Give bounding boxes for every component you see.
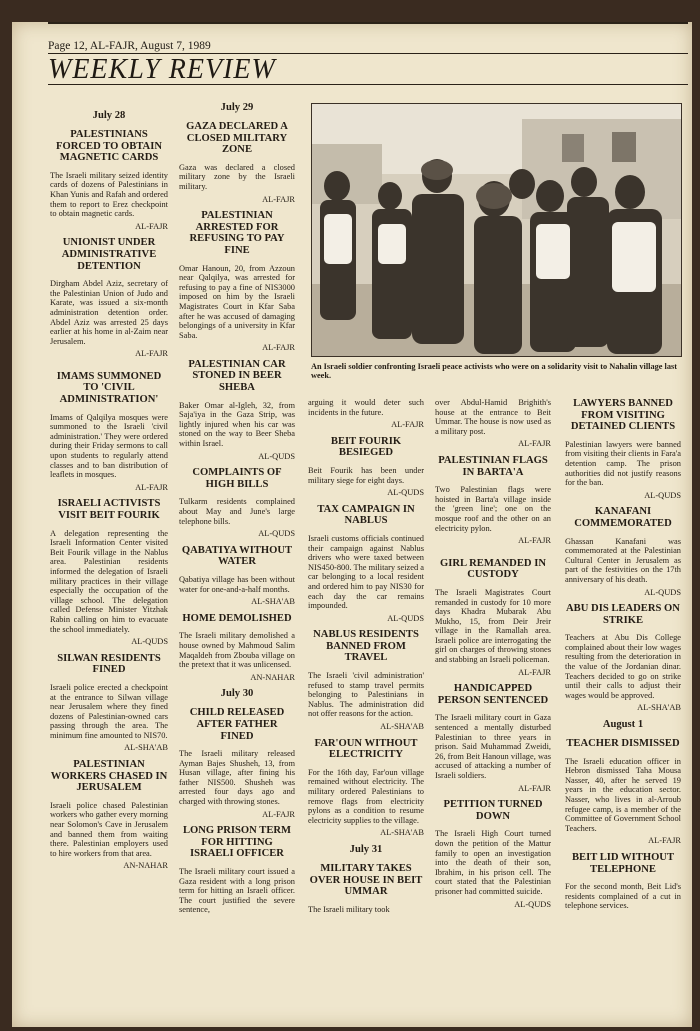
masthead: WEEKLY REVIEW bbox=[48, 54, 276, 85]
article-body: Beit Fourik has been under military siege for eight days. bbox=[308, 465, 424, 485]
column-1 bbox=[50, 110, 168, 877]
top-rule bbox=[48, 22, 688, 24]
article-headline: PALESTINIAN CAR STONED IN BEER SHEBA bbox=[188, 358, 286, 394]
article-headline: GIRL REMANDED IN CUSTODY bbox=[440, 557, 546, 581]
article-headline: UNIONIST UNDER ADMINISTRATIVE DETENTION bbox=[61, 237, 157, 272]
article-body: Qabatiya village has been without water for one-and-a-half months. bbox=[179, 574, 295, 594]
source-credit: AL-QUDS bbox=[514, 899, 551, 909]
article-body: Teachers at Abu Dis College complained about their low wages resulting from the deterioration in the value of the Jordanian dinar. Teachers decided to go on strike until their calls to adjust their wages would be approved. bbox=[565, 633, 681, 700]
source-credit: AN-NAHAR bbox=[123, 861, 168, 871]
article-headline: COMPLAINTS OF HIGH BILLS bbox=[192, 467, 282, 490]
article-headline: MILITARY TAKES OVER HOUSE IN BEIT UMMAR bbox=[309, 862, 423, 898]
source-credit: AL-FAJR bbox=[262, 343, 295, 353]
article-body: Israeli police chased Palestinian workers who gather every morning near Solomon's Cave in Jerusalem and banned them from waiting there. Palestinian employers used to hire workers from that area. bbox=[50, 800, 168, 858]
source-credit: AL-FAJR bbox=[135, 349, 168, 359]
newspaper-page bbox=[12, 22, 692, 1027]
source-credit: AL-FAJR bbox=[391, 420, 424, 430]
source-credit: AL-FAJR bbox=[135, 482, 168, 492]
source-credit: AL-SHA'AB bbox=[380, 722, 424, 732]
source-credit: AL-SHA'AB bbox=[124, 743, 168, 753]
photo-caption: An Israeli soldier confronting Israeli peace activists who were on a solidarity visit to Nahalin village last week. bbox=[311, 362, 677, 381]
source-credit: AL-QUDS bbox=[644, 587, 681, 597]
article-body: For the second month, Beit Lid's residents complained of a cut in telephone services. bbox=[565, 882, 681, 911]
article-headline: ISRAELI ACTIVISTS VISIT BEIT FOURIK bbox=[57, 498, 161, 521]
news-photo bbox=[311, 103, 682, 357]
column-3 bbox=[308, 398, 424, 917]
date-heading: July 29 bbox=[220, 102, 254, 113]
source-credit: AL-QUDS bbox=[387, 488, 424, 498]
article-body: The Israeli military took bbox=[308, 904, 390, 914]
article-body: The Israeli military court issued a Gaza resident with a long prison term for hitting an Israeli officer. The court justified the severe sentence, bbox=[179, 867, 295, 915]
source-credit: AL-QUDS bbox=[644, 490, 681, 500]
article-body: The Israeli 'civil administration' refused to stamp travel permits belonging to Palestinians in Nablus. The administration did not offer reasons for the action. bbox=[308, 671, 424, 719]
article-headline: LONG PRISON TERM FOR HITTING ISRAELI OFFICER bbox=[182, 825, 292, 860]
source-credit: AL-FAJR bbox=[648, 836, 681, 846]
article-headline: SILWAN RESIDENTS FINED bbox=[57, 652, 161, 676]
article-body: Tulkarm residents complained about May and June's large telephone bills. bbox=[179, 497, 295, 526]
article-body: Israeli police erected a checkpoint at the entrance to Silwan village near Jerusalem where they fined dozens of Palestinian-owned cars passing through the area. The minimum fine amounted to NIS70. bbox=[50, 682, 168, 740]
article-body: The Israeli education officer in Hebron dismissed Taha Mousa Nasser, 40, after he served 19 years in the education sector. Nasser, who lives in al-Arroub refugee camp, is a member of the Committee of Government School Teachers. bbox=[565, 756, 681, 833]
article-headline: PALESTINIAN ARRESTED FOR REFUSING TO PAY FINE bbox=[189, 210, 285, 256]
date-heading: July 31 bbox=[349, 843, 383, 855]
source-credit: AL-SHA'AB bbox=[251, 597, 295, 607]
article-headline: HANDICAPPED PERSON SENTENCED bbox=[437, 683, 549, 706]
article-headline: BEIT LID WITHOUT TELEPHONE bbox=[571, 851, 675, 875]
article-headline: PALESTINIAN FLAGS IN BARTA'A bbox=[438, 454, 548, 478]
article-headline: IMAMS SUMMONED TO 'CIVIL ADMINISTRATION' bbox=[56, 370, 162, 406]
source-credit: AL-FAJR bbox=[262, 809, 295, 819]
article-headline: TEACHER DISMISSED bbox=[566, 738, 680, 750]
source-credit: AL-FAJR bbox=[262, 194, 295, 204]
article-body: The Israeli High Court turned down the petition of the Mattur family to open an investigation into the death of their son, Ibrahim, in his prison cell. The court stated that the Palestinian prisoner had committed suicide. bbox=[435, 829, 551, 896]
article-headline: PALESTINIANS FORCED TO OBTAIN MAGNETIC CARDS bbox=[56, 129, 162, 164]
article-body: Omar Hanoun, 20, from Azzoun near Qalqilya, was arrested for refusing to pay a fine of NIS3000 imposed on him by the Israeli Magistrates Court in Kfar Saba after he was accused of damaging belongings of a university in Kfar Saba. bbox=[179, 263, 295, 340]
article-body: over Abdul-Hamid Brighith's house at the entrance to Beit Ummar. The house is now used as a military post. bbox=[435, 398, 551, 436]
article-body: For the 16th day, Far'oun village remained without electricity. The military ordered Palestinians to remove flags from electricity pylons as a condition to resume electricity supplies to the village. bbox=[308, 767, 424, 825]
source-credit: AL-FAJR bbox=[518, 783, 551, 793]
source-credit: AL-SHA'AB bbox=[380, 828, 424, 838]
date-heading: July 30 bbox=[220, 688, 254, 700]
source-credit: AL-FAJR bbox=[518, 439, 551, 449]
source-credit: AL-QUDS bbox=[131, 637, 168, 647]
article-headline: LAWYERS BANNED FROM VISITING DETAINED CLIENTS bbox=[570, 398, 676, 433]
article-body: A delegation representing the Israeli Information Center visited Beit Fourik village in the Nablus area. Palestinian residents informed the delegation of Israeli military practices in their village especially the occupation of the village school. The delegation called Defense Minister Yitzhak Rabin calling on him to evacuate the school immediately. bbox=[50, 528, 168, 634]
source-credit: AL-QUDS bbox=[258, 529, 295, 539]
article-headline: PALESTINIAN WORKERS CHASED IN JERUSALEM bbox=[50, 759, 168, 794]
source-credit: AL-QUDS bbox=[258, 451, 295, 461]
article-headline: GAZA DECLARED A CLOSED MILITARY ZONE bbox=[186, 121, 288, 156]
article-body: Ghassan Kanafani was commemorated at the Palestinian Cultural Center in Jerusalem as part of the festivities on the 17th anniversary of his death. bbox=[565, 536, 681, 584]
column-2 bbox=[179, 102, 295, 918]
article-body: The Israeli military seized identity cards of dozens of Palestinians in Khan Yunis and Rafah and ordered them to report to Erez checkpoint to obtain magnetic cards. bbox=[50, 170, 168, 219]
article-body: Israeli customs officials continued their campaign against Nablus drivers who were taxed between NIS450-800. The military seized a car belonging to a local resident and ordered him to pay NIS30 for each day the car remains impounded. bbox=[308, 533, 424, 611]
article-body: The Israeli military demolished a house owned by Mahmoud Salim Maqaldeh from Zbouba village on the pretext that it was unlicensed. bbox=[179, 631, 295, 670]
masthead-rule bbox=[48, 84, 688, 85]
article-body: Palestinian lawyers were banned from visiting their clients in Fara'a detention camp. The prison authorities did not justify reasons for the ban. bbox=[565, 439, 681, 488]
column-5 bbox=[565, 398, 681, 914]
article-headline: QABATIYA WITHOUT WATER bbox=[181, 544, 293, 568]
article-headline: KANAFANI COMMEMORATED bbox=[574, 506, 672, 529]
article-body: Dirgham Abdel Aziz, secretary of the Palestinian Union of Judo and Karate, was issued a six-month administration detention order. Abdel Aziz was arrested 25 days earlier at his home in al-Zaim near Jerusalem. bbox=[50, 279, 168, 346]
article-headline: NABLUS RESIDENTS BANNED FROM TRAVEL bbox=[313, 629, 419, 664]
source-credit: AL-FAJR bbox=[135, 221, 168, 231]
article-body: The Israeli military released Ayman Bajes Shusheh, 13, from Husan village, after fining his father NIS500. Shusheh was arrested four days ago and charged with throwing stones. bbox=[179, 749, 295, 807]
article-body: Imams of Qalqilya mosques were summoned to the Israeli 'civil administration.' They were ordered during their Friday sermons to call upon students to regularly attend classes and to ban distribution of leaflets in mosques. bbox=[50, 412, 168, 480]
date-heading: August 1 bbox=[602, 719, 644, 731]
source-credit: AL-FAJR bbox=[518, 667, 551, 677]
article-headline: FAR'OUN WITHOUT ELECTRICITY bbox=[314, 737, 418, 761]
running-head: Page 12, AL-FAJR, August 7, 1989 bbox=[48, 40, 211, 52]
article-headline: CHILD RELEASED AFTER FATHER FINED bbox=[189, 707, 285, 742]
date-heading: July 28 bbox=[92, 110, 126, 121]
article-headline: PETITION TURNED DOWN bbox=[443, 799, 543, 822]
source-credit: AL-QUDS bbox=[387, 613, 424, 623]
article-body: Gaza was declared a closed military zone by the Israeli military. bbox=[179, 162, 295, 191]
article-headline: ABU DIS LEADERS ON STRIKE bbox=[566, 603, 680, 626]
article-body: Baker Omar al-Igleh, 32, from Saja'iya in the Gaza Strip, was lightly injured when his car was stoned on the way to Beer Sheba within Israel. bbox=[179, 400, 295, 449]
column-4 bbox=[435, 398, 551, 915]
article-body: Two Palestinian flags were hoisted in Barta'a village inside the 'green line'; one on the mosque roof and the other on an electricity pylon. bbox=[435, 485, 551, 533]
source-credit: AL-FAJR bbox=[518, 536, 551, 546]
article-headline: TAX CAMPAIGN IN NABLUS bbox=[317, 503, 415, 527]
article-headline: BEIT FOURIK BESIEGED bbox=[330, 435, 402, 459]
source-credit: AN-NAHAR bbox=[250, 672, 295, 682]
article-body: arguing it would deter such incidents in the future. bbox=[308, 398, 424, 417]
article-body: The Israeli Magistrates Court remanded in custody for 10 more days Khadra Mubarak Abu Mukho, 15, from Deir Jreir village in the Ramallah area. Israeli police are interrogating the girl on charges of throwing stones and stabbing an Israeli policeman. bbox=[435, 587, 551, 665]
article-headline: HOME DEMOLISHED bbox=[182, 612, 292, 624]
source-credit: AL-SHA'AB bbox=[637, 703, 681, 713]
article-body: The Israeli military court in Gaza sentenced a mentally disturbed Palestinian to three years in prison. Said Muhammad Zweidi, 26, from Beit Hanoun village, was accused of attacking a number of Israeli soldiers. bbox=[435, 713, 551, 780]
